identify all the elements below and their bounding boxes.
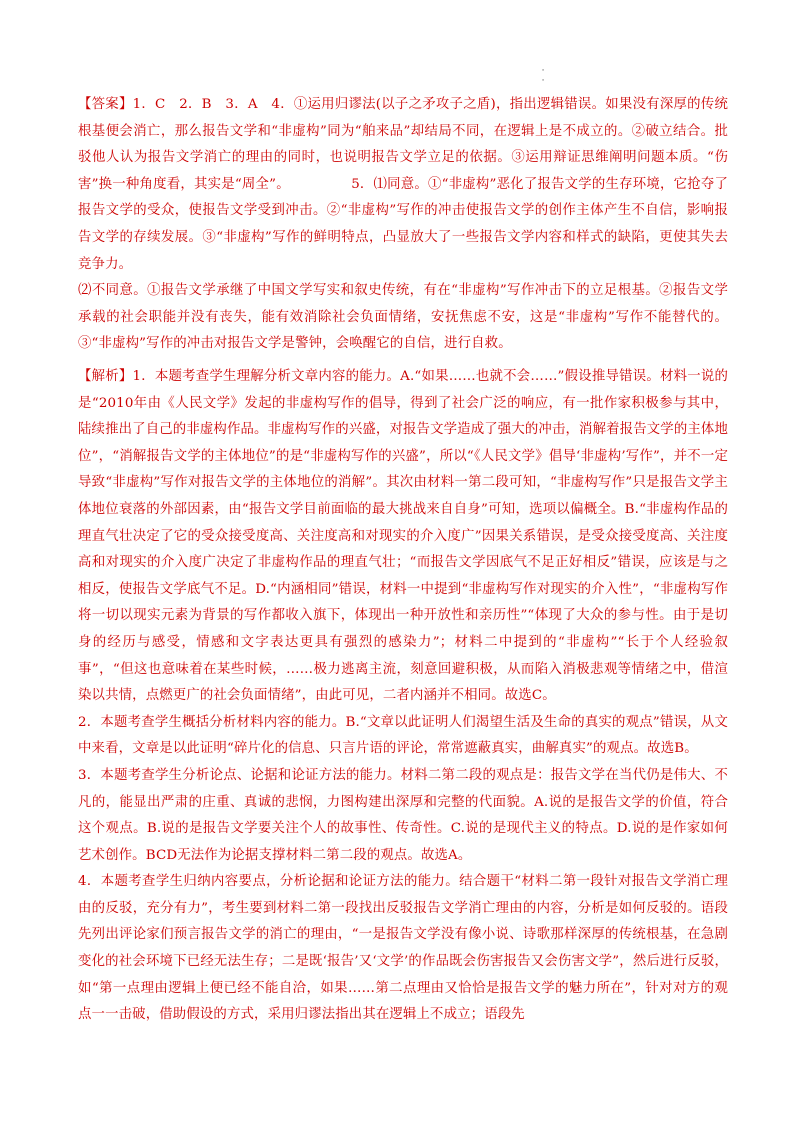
analysis-paragraph: 4．本题考查学生归纳内容要点，分析论据和论证方法的能力。结合题干“材料二第一段针对报告文学消亡理由的反驳，充分有力”，考生要到材料二第一段找出反驳报告文学消亡理由的内容，分析是如何反驳的。语段先列出评论家们预言报告文学的消亡的理由，“一是报告文学没有像小说、诗歌那样深厚的传统根基，在急剧变化的社会环境下已经无法生存；二是既‘报告’又‘文学’的作品既会伤害报告又会伤害文学”，然后进行反驳，如“第一点理由逻辑上便已经不能自洽，如果……第二点理由又恰恰是报告文学的魅力所在”，针对对方的观点一一击破，借助假设的方式，采用归谬法指出其在逻辑上不成立；语段先: [78, 874, 728, 1023]
answer-paragraph: 【答案】1．C 2．B 3．A 4．①运用归谬法(以子之矛攻子之盾)，指出逻辑错误。如果没有深厚的传统根基便会消亡，那么报告文学和“非虚构”同为“舶来品”却结局不同，在逻辑上是不成立的。②破立结合。批驳他人认为报告文学消亡的理由的同时，也说明报告文学立足的依据。③运用辩证思维阐明问题本质。“伤害”换一种角度看，其实是“周全”。 5．⑴同意。①“非虚构”恶化了报告文学的生存环境，它抢夺了报告文学的受众，使报告文学受到冲击。②“非虚构”写作的冲击使报告文学的创作主体产生不自信，影响报告文学的存续发展。③“非虚构”写作的鲜明特点，凸显放大了一些报告文学内容和样式的缺陷，更使其失去竞争力。: [78, 97, 728, 272]
analysis-paragraph: 【解析】1．本题考查学生理解分析文章内容的能力。A.“如果……也就不会……”假设推导错误。材料一说的是“2010年由《人民文学》发起的非虚构写作的倡导，得到了社会广泛的响应，有一批作家积极参与其中，陆续推出了自己的非虚构作品。非虚构写作的兴盛，对报告文学造成了强大的冲击，消解着报告文学的主体地位”，“消解报告文学的主体地位”的是“非虚构写作的兴盛”，所以“《人民文学》倡导‘非虚构’写作”，并不一定导致“非虚构”写作对报告文学的主体地位的消解”。其次由材料一第二段可知，“非虚构写作”只是报告文学主体地位衰落的外部因素，由“报告文学目前面临的最大挑战来自自身”可知，选项以偏概全。B.“非虚构作品的理直气壮决定了它的受众接受度高、关注度高和对现实的介入度广”因果关系错误，是受众接受度高、关注度高和对现实的介入度广决定了非虚构作品的理直气壮；“而报告文学因底气不足正好相反”错误，应该是与之相反，使报告文学底气不足。D.“内涵相同”错误，材料一中提到“非虚构写作对现实的介入性”，“非虚构写作将一切以现实元素为背景的写作都收入旗下，体现出一种开放性和亲历性”“体现了大众的参与性。由于是切身的经历与感受，情感和文字表达更具有强烈的感染力”；材料二中提到的“非虚构”“长于个人经验叙事”，“但这也意味着在某些时候，……极力逃离主流，刻意回避积极，从而陷入消极悲观等情绪之中，借渲染以共情，点燃更广的社会负面情绪”，由此可见，二者内涵并不相同。故选C。: [78, 369, 728, 704]
analysis-paragraph: 3．本题考查学生分析论点、论据和论证方法的能力。材料二第二段的观点是：报告文学在当代仍是伟大、不凡的，能显出严肃的庄重、真诚的悲悯，力图构建出深厚和完整的代面貌。A.说的是报告文学的价值，符合这个观点。B.说的是报告文学要关注个人的故事性、传奇性。C.说的是现代主义的特点。D.说的是作家如何艺术创作。BCD无法作为论据支撑材料二第二段的观点。故选A。: [78, 767, 728, 863]
answer-paragraph: ⑵不同意。①报告文学承继了中国文学写实和叙史传统，有在“非虚构”写作冲击下的立足根基。②报告文学承载的社会职能并没有丧失，能有效消除社会负面情绪，安抚焦虑不安，这是“非虚构”写作不能替代的。③“非虚构”写作的冲击对报告文学是警钟，会唤醒它的自信，进行自救。: [78, 283, 728, 352]
page-marks: · ·: [541, 66, 545, 86]
analysis-paragraph: 2．本题考查学生概括分析材料内容的能力。B.“文章以此证明人们渴望生活及生命的真实的观点”错误，从文中来看，文章是以此证明“碎片化的信息、只言片语的评论，常常遮蔽真实，曲解真实”的观点。故选B。: [78, 714, 728, 757]
analysis-section: [78, 364, 728, 1029]
answer-section: [78, 92, 728, 358]
